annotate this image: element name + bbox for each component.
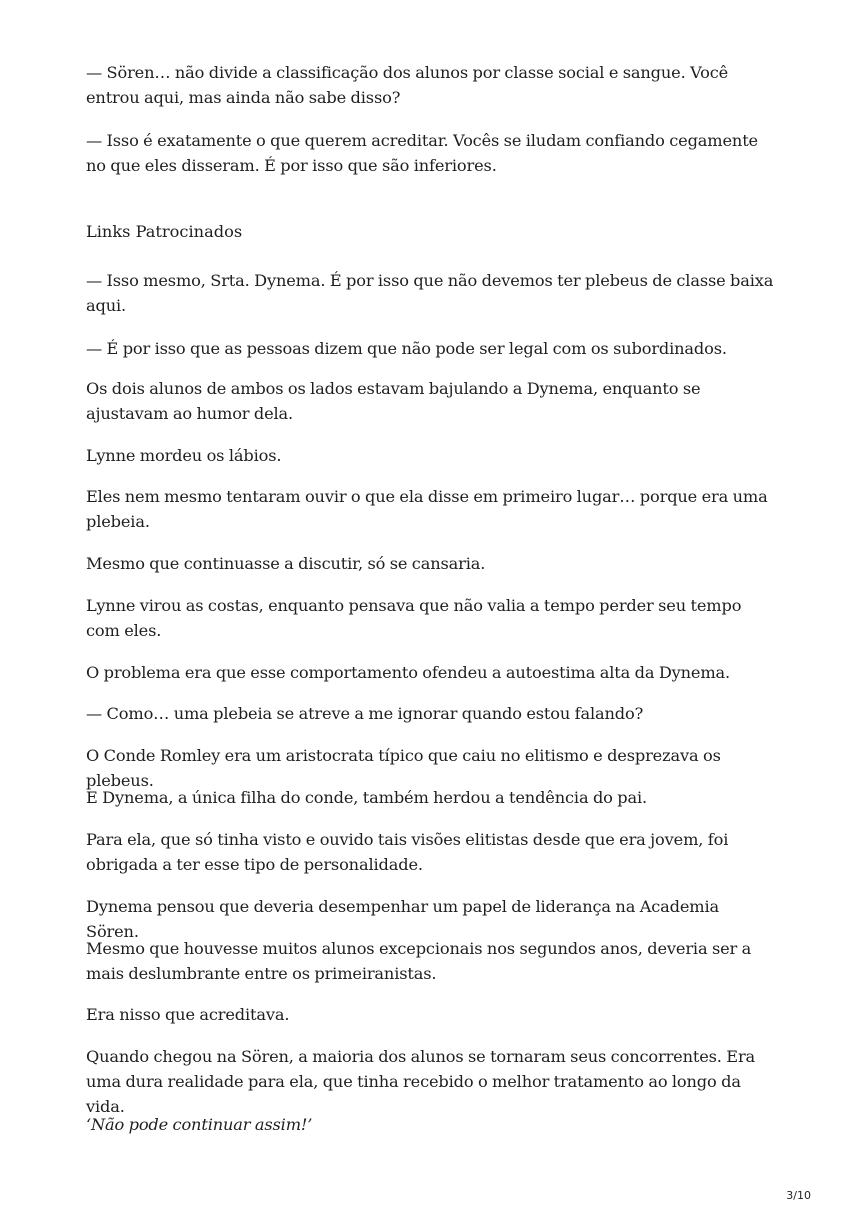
paragraph: — Como… uma plebeia se atreve a me ignorar quando estou falando? (86, 704, 644, 723)
paragraph: — Sören… não divide a classificação dos alunos por classe social e sangue. Você entrou aqui, mas ainda não sabe disso? (86, 63, 729, 107)
paragraph: Para ela, que só tinha visto e ouvido tais visões elitistas desde que era jovem, foi obrigada a ter esse tipo de personalidade. (86, 830, 729, 874)
sponsored-links-label: Links Patrocinados (86, 222, 243, 241)
paragraph: Lynne virou as costas, enquanto pensava que não valia a tempo perder seu tempo com eles. (86, 596, 742, 640)
paragraph: Mesmo que continuasse a discutir, só se cansaria. (86, 554, 486, 573)
paragraph: — Isso é exatamente o que querem acreditar. Vocês se iludam confiando cegamente no que eles disseram. É por isso que são inferiores. (86, 131, 758, 175)
paragraph: Dynema pensou que deveria desempenhar um papel de liderança na Academia Sören. (86, 897, 720, 941)
paragraph: Quando chegou na Sören, a maioria dos alunos se tornaram seus concorrentes. Era uma dura realidade para ela, que tinha recebido o melhor tratamento ao longo da vida. (86, 1047, 756, 1116)
paragraph: — É por isso que as pessoas dizem que não pode ser legal com os subordinados. (86, 339, 727, 358)
paragraph: — Isso mesmo, Srta. Dynema. É por isso que não devemos ter plebeus de classe baixa aqui. (86, 271, 774, 315)
paragraph: Mesmo que houvesse muitos alunos excepcionais nos segundos anos, deveria ser a mais deslumbrante entre os primeiranistas. (86, 939, 752, 983)
closing-italic-line: ‘Não pode continuar assim!’ (86, 1115, 313, 1134)
paragraph: O problema era que esse comportamento ofendeu a autoestima alta da Dynema. (86, 663, 731, 682)
paragraph: Lynne mordeu os lábios. (86, 446, 282, 465)
page-number: 3/10 (786, 1189, 811, 1202)
paragraph: O Conde Romley era um aristocrata típico que caiu no elitismo e desprezava os plebeus. (86, 746, 721, 790)
paragraph: Os dois alunos de ambos os lados estavam bajulando a Dynema, enquanto se ajustavam ao humor dela. (86, 379, 701, 423)
paragraph: E Dynema, a única filha do conde, também herdou a tendência do pai. (86, 788, 647, 807)
paragraph: Era nisso que acreditava. (86, 1005, 290, 1024)
paragraph: Eles nem mesmo tentaram ouvir o que ela disse em primeiro lugar… porque era uma plebeia. (86, 487, 768, 531)
